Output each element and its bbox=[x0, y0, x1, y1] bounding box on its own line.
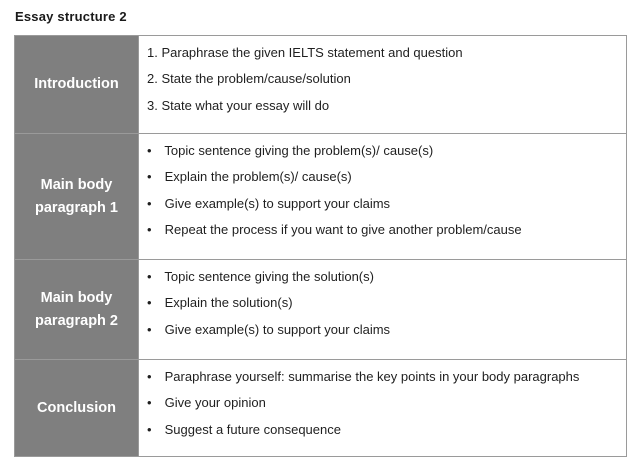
item-text: State the problem/cause/solution bbox=[161, 71, 351, 87]
row-label-introduction bbox=[15, 36, 139, 134]
row-label-line: Main body bbox=[40, 289, 113, 306]
bullet-icon: • bbox=[147, 395, 152, 411]
row-content-main-body-1 bbox=[139, 134, 627, 260]
row-label-line: paragraph 2 bbox=[35, 312, 118, 329]
bullet-icon: • bbox=[147, 195, 152, 211]
list-item bbox=[139, 142, 626, 168]
list-item bbox=[139, 421, 626, 447]
list-item bbox=[139, 294, 626, 320]
item-text: Give example(s) to support your claims bbox=[164, 321, 391, 337]
row-content-conclusion bbox=[139, 360, 627, 457]
list-item bbox=[139, 97, 626, 123]
item-text: Repeat the process if you want to give another problem/cause bbox=[164, 221, 522, 237]
list-item bbox=[139, 368, 626, 394]
item-number: 2. bbox=[147, 71, 158, 87]
row-label-line: Main body bbox=[40, 176, 113, 193]
list-item bbox=[139, 70, 626, 96]
row-content-main-body-2 bbox=[139, 260, 627, 360]
list-item bbox=[139, 44, 626, 70]
bulleted-list bbox=[139, 360, 626, 447]
item-text: Topic sentence giving the problem(s)/ cause(s) bbox=[164, 143, 434, 158]
bullet-icon: • bbox=[147, 295, 152, 311]
bullet-icon: • bbox=[147, 221, 152, 237]
row-content-introduction bbox=[139, 36, 627, 134]
list-item bbox=[139, 168, 626, 194]
row-label-line: Introduction bbox=[34, 76, 119, 92]
table-row-introduction bbox=[15, 36, 627, 134]
bullet-icon: • bbox=[147, 321, 152, 337]
item-text: Give your opinion bbox=[164, 395, 266, 411]
list-item bbox=[139, 221, 626, 247]
bulleted-list bbox=[139, 260, 626, 347]
bullet-icon: • bbox=[147, 269, 152, 284]
item-text: Explain the problem(s)/ cause(s) bbox=[164, 169, 352, 185]
item-text: Topic sentence giving the solution(s) bbox=[164, 269, 374, 284]
table-row-conclusion bbox=[15, 360, 627, 457]
list-item bbox=[139, 195, 626, 221]
list-item bbox=[139, 321, 626, 347]
numbered-list bbox=[139, 36, 626, 123]
row-label-main-body-2 bbox=[15, 260, 139, 360]
essay-structure-table bbox=[14, 35, 627, 457]
bullet-icon: • bbox=[147, 369, 152, 384]
item-number: 3. bbox=[147, 97, 158, 113]
bullet-icon: • bbox=[147, 421, 152, 437]
item-text: Give example(s) to support your claims bbox=[164, 195, 391, 211]
page-title: Essay structure 2 bbox=[15, 9, 127, 24]
list-item bbox=[139, 394, 626, 420]
list-item bbox=[139, 268, 626, 294]
item-text: State what your essay will do bbox=[161, 97, 330, 113]
bulleted-list bbox=[139, 134, 626, 247]
item-text: Suggest a future consequence bbox=[164, 421, 341, 437]
row-label-line: paragraph 1 bbox=[35, 199, 118, 216]
item-text: Paraphrase the given IELTS statement and question bbox=[161, 45, 463, 60]
table-row-main-body-2 bbox=[15, 260, 627, 360]
item-text: Explain the solution(s) bbox=[164, 295, 293, 311]
table-row-main-body-1 bbox=[15, 134, 627, 260]
bullet-icon: • bbox=[147, 169, 152, 185]
bullet-icon: • bbox=[147, 143, 152, 158]
row-label-main-body-1 bbox=[15, 134, 139, 260]
item-text: Paraphrase yourself: summarise the key points in your body paragraphs bbox=[164, 369, 580, 384]
row-label-conclusion bbox=[15, 360, 139, 457]
item-number: 1. bbox=[147, 45, 158, 60]
row-label-line: Conclusion bbox=[37, 399, 116, 416]
